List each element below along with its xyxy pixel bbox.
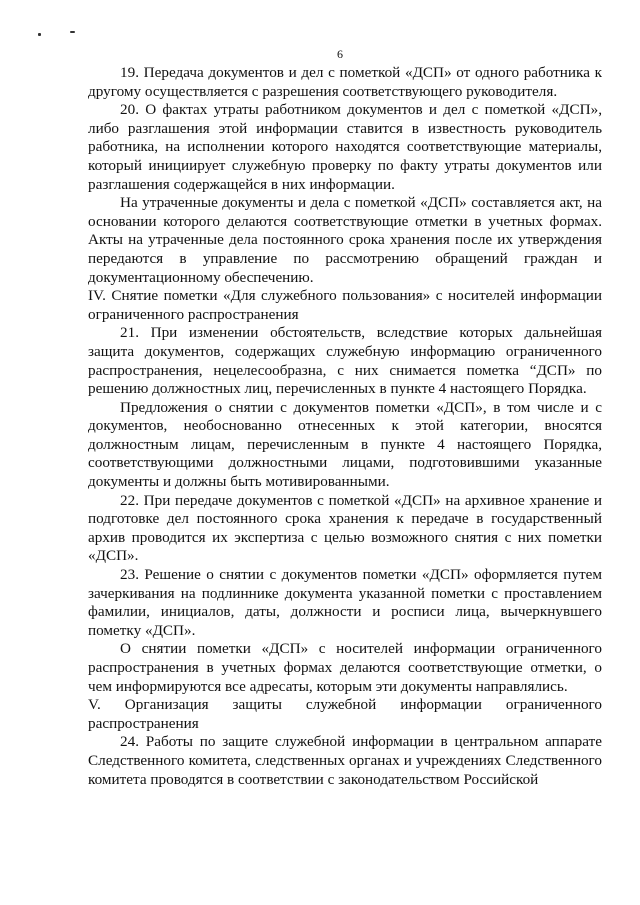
document-body	[88, 64, 602, 789]
paragraph-20-act: На утраченные документы и дела с пометкой «ДСП» составляется акт, на основании которого делаются соответствующие отметки в учетных формах. Акты на утраченные дела постоянного срока хранения после их утверждения передаются в управление по рассмотрению обращений граждан и документационному обеспечению.	[88, 194, 602, 286]
paragraph-23-notice: О снятии пометки «ДСП» с носителей информации ограниченного распространения в учетных формах делаются соответствующие отметки, о чем информируются все адресаты, которым эти документы направлялись.	[88, 640, 602, 695]
paragraph-21: 21. При изменении обстоятельств, вследствие которых дальнейшая защита документов, содержащих служебную информацию ограниченного распространения, нецелесообразна, с них снимается пометка “ДСП» по решению должностных лиц, перечисленных в пункте 4 настоящего Порядка.	[88, 324, 602, 398]
section-v-heading: V. Организация защиты служебной информации ограниченного распространения	[88, 696, 602, 732]
section-iv-heading: IV. Снятие пометки «Для служебного пользования» с носителей информации ограниченного распространения	[88, 287, 602, 323]
scan-speck	[38, 33, 41, 36]
paragraph-24: 24. Работы по защите служебной информации в центральном аппарате Следственного комитета, следственных органах и учреждениях Следственного комитета проводятся в соответствии с законодательством Российской	[88, 733, 602, 788]
paragraph-20: 20. О фактах утраты работником документов и дел с пометкой «ДСП», либо разглашения этой информации ставится в известность руководитель работника, на исполнении которого находятся соответствующие материалы, который инициирует служебную проверку по факту утраты документов или разглашения содержащейся в них информации.	[88, 101, 602, 193]
paragraph-22: 22. При передаче документов с пометкой «ДСП» на архивное хранение и подготовке дел постоянного срока хранения к передаче в государственный архив проводится их экспертиза с целью возможного снятия с них пометки «ДСП».	[88, 491, 602, 565]
paragraph-21-proposals: Предложения о снятии с документов пометки «ДСП», в том числе и с документов, необоснованно отнесенных к этой категории, вносятся должностным лицам, перечисленным в пункте 4 настоящего Порядка, соответствующими должностными лицами, подготовившими указанные документы и должны быть мотивированными.	[88, 398, 602, 491]
paragraph-19: 19. Передача документов и дел с пометкой «ДСП» от одного работника к другому осуществляется с разрешения соответствующего руководителя.	[88, 64, 602, 100]
scan-speck	[70, 31, 75, 33]
paragraph-23: 23. Решение о снятии с документов пометки «ДСП» оформляется путем зачеркивания на подлиннике документа указанной пометки с проставлением фамилии, инициалов, даты, должности и росписи лица, вычеркнувшего пометку «ДСП».	[88, 566, 602, 639]
page-number: 6	[337, 47, 343, 61]
